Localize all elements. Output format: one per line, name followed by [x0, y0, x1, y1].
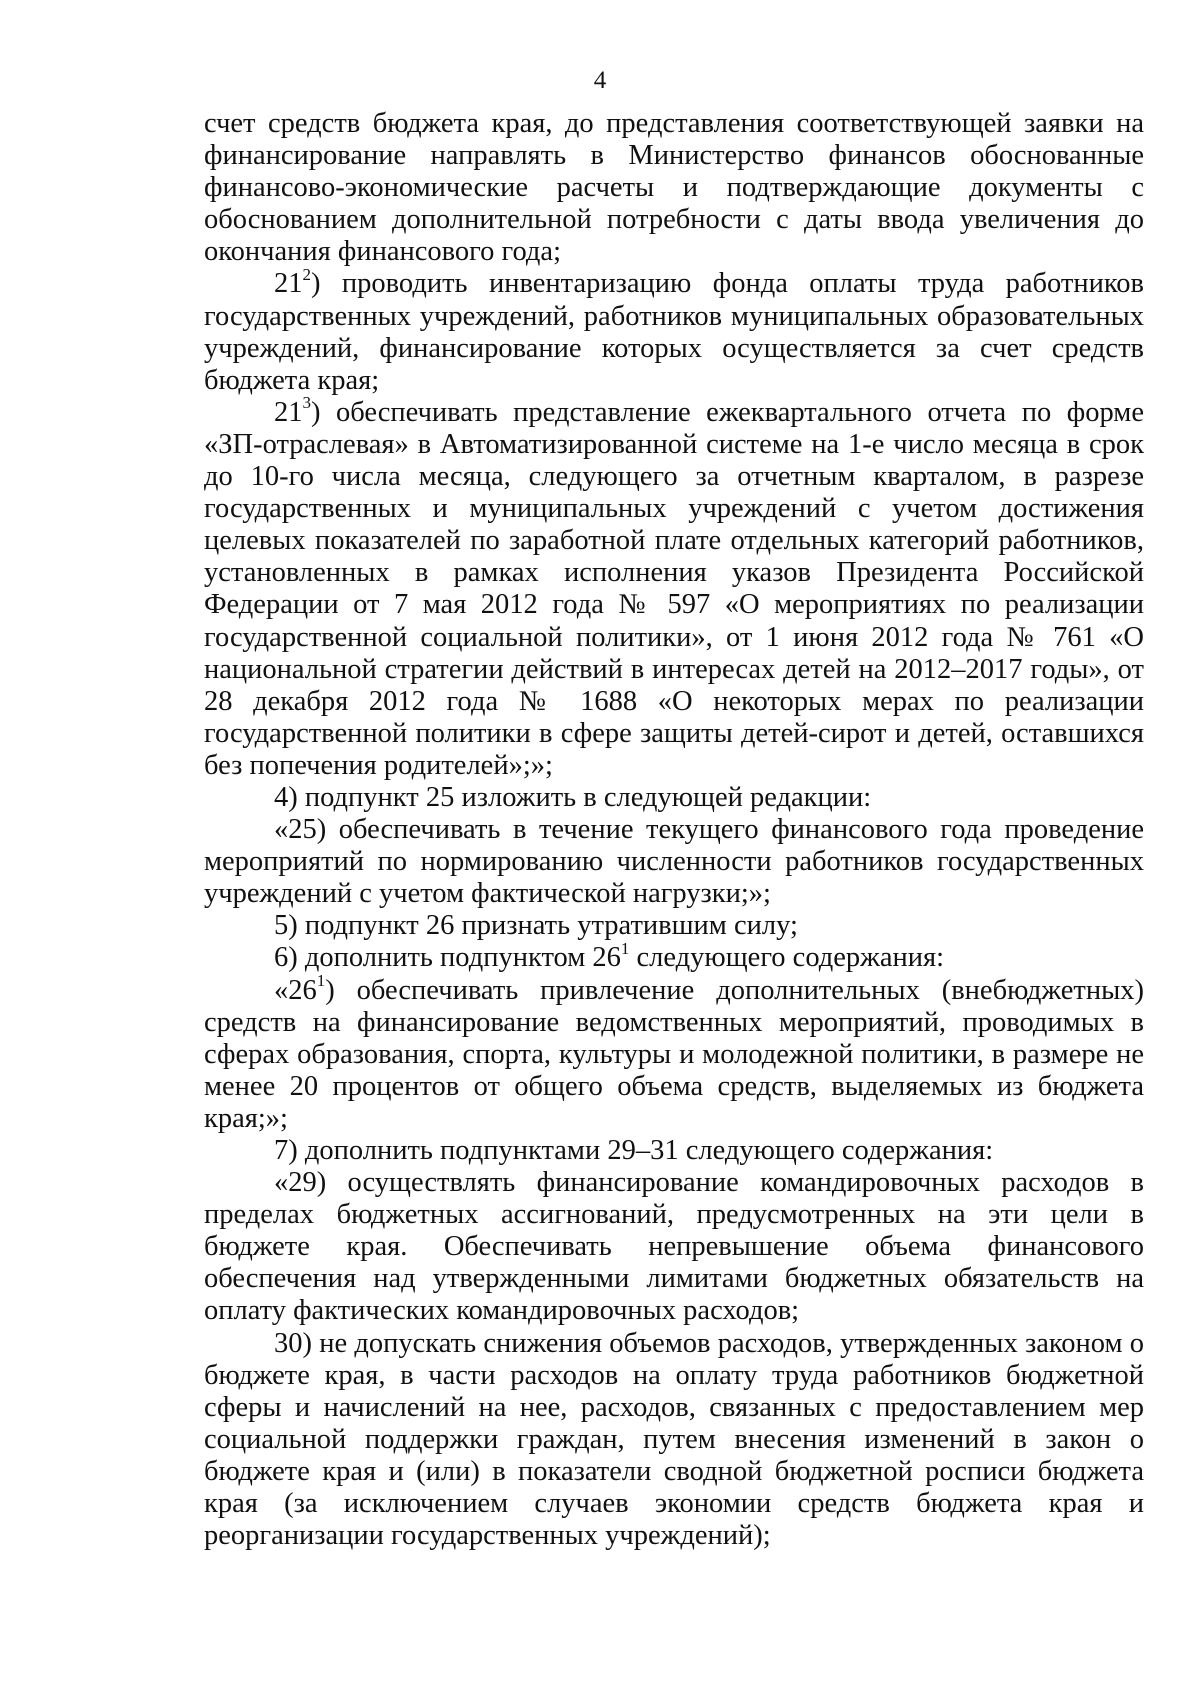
paragraph-text: 5) подпункт 26 признать утратившим силу; — [274, 910, 798, 942]
paragraph-text: 4) подпункт 25 изложить в следующей редакции: — [274, 781, 872, 813]
paragraph-text: следующего содержания: — [629, 942, 945, 974]
superscript-number: 1 — [316, 971, 326, 991]
paragraph — [204, 1167, 1144, 1327]
paragraph-text: 7) дополнить подпунктами 29–31 следующего содержания: — [274, 1135, 994, 1166]
paragraph — [204, 264, 1144, 396]
paragraph — [204, 814, 1144, 910]
paragraph — [204, 1328, 1144, 1553]
paragraph — [204, 910, 1144, 942]
paragraph-prefix: 6) дополнить подпунктом 26 — [274, 942, 621, 974]
paragraph — [204, 938, 1144, 974]
superscript-number: 1 — [620, 938, 630, 958]
paragraph-text: ) проводить инвентаризацию фонда оплаты труда работников государственных учреждений, работников муниципальных образовательных учреждений, финансирование которых осуществляется за счет средств бюджета края; — [204, 268, 1144, 396]
paragraph-text: ) обеспечивать привлечение дополнительных (внебюджетных) средств на финансирование ведомственных мероприятий, проводимых в сферах образования, спорта, культуры и молодежной политики, в размере не менее 20 процентов от общего объема средств, выделяемых из бюджета края;»; — [204, 974, 1144, 1134]
superscript-number: 3 — [302, 393, 311, 413]
paragraph — [204, 393, 1144, 782]
paragraph — [204, 108, 1144, 268]
paragraph-prefix: 21 — [274, 268, 303, 300]
paragraph-prefix: «26 — [274, 974, 317, 1006]
paragraph — [204, 971, 1144, 1135]
paragraph-text: ) обеспечивать представление ежеквартального отчета по форме «ЗП-отраслевая» в Автоматизированной системе на 1-е число месяца в срок до 10-го числа месяца, следующего за отчетным кварталом, в разрезе государственных и муниципальных учреждений с учетом достижения целевых показателей по заработной плате отдельных категорий работников, установленных в рамках исполнения указов Президента Российской Федерации от 7 мая 2012 года № 597 «О мероприятиях по реализации государственной социальной политики», от 1 июня 2012 года № 761 «О национальной стратегии действий в интересах детей на 2012–2017 годы», от 28 декабря 2012 года № 1688 «О некоторых мерах по реализации государственной политики в сфере защиты детей-сирот и детей, оставшихся без попечения родителей»;»; — [204, 396, 1144, 781]
paragraph-text: «25) обеспечивать в течение текущего финансового года проведение мероприятий по нормированию численности работников государственных учреждений с учетом фактической нагрузки;»; — [204, 814, 1144, 910]
page-number: 4 — [593, 67, 607, 94]
paragraph-prefix: 21 — [274, 396, 303, 428]
paragraph-text: 30) не допускать снижения объемов расходов, утвержденных законом о бюджете края, в части расходов на оплату труда работников бюджетной сферы и начислений на нее, расходов, связанных с предоставлением мер социальной поддержки граждан, путем внесения изменений в закон о бюджете края и (или) в показатели сводной бюджетной росписи бюджета края (за исключением случаев экономии средств бюджета края и реорганизации государственных учреждений); — [204, 1327, 1144, 1552]
paragraph-text: «29) осуществлять финансирование командировочных расходов в пределах бюджетных ассигнований, предусмотренных на эти цели в бюджете края. Обеспечивать непревышение объема финансового обеспечения над утвержденными лимитами бюджетных обязательств на оплату фактических командировочных расходов; — [204, 1167, 1144, 1327]
paragraph — [204, 1135, 1144, 1167]
document-body — [204, 108, 1144, 1552]
paragraph — [204, 782, 1144, 814]
superscript-number: 2 — [302, 264, 311, 284]
paragraph-text: счет средств бюджета края, до представления соответствующей заявки на финансирование направлять в Министерство финансов обоснованные финансово-экономические расчеты и подтверждающие документы с обоснованием дополнительной потребности с даты ввода увеличения до окончания финансового года; — [204, 108, 1144, 268]
